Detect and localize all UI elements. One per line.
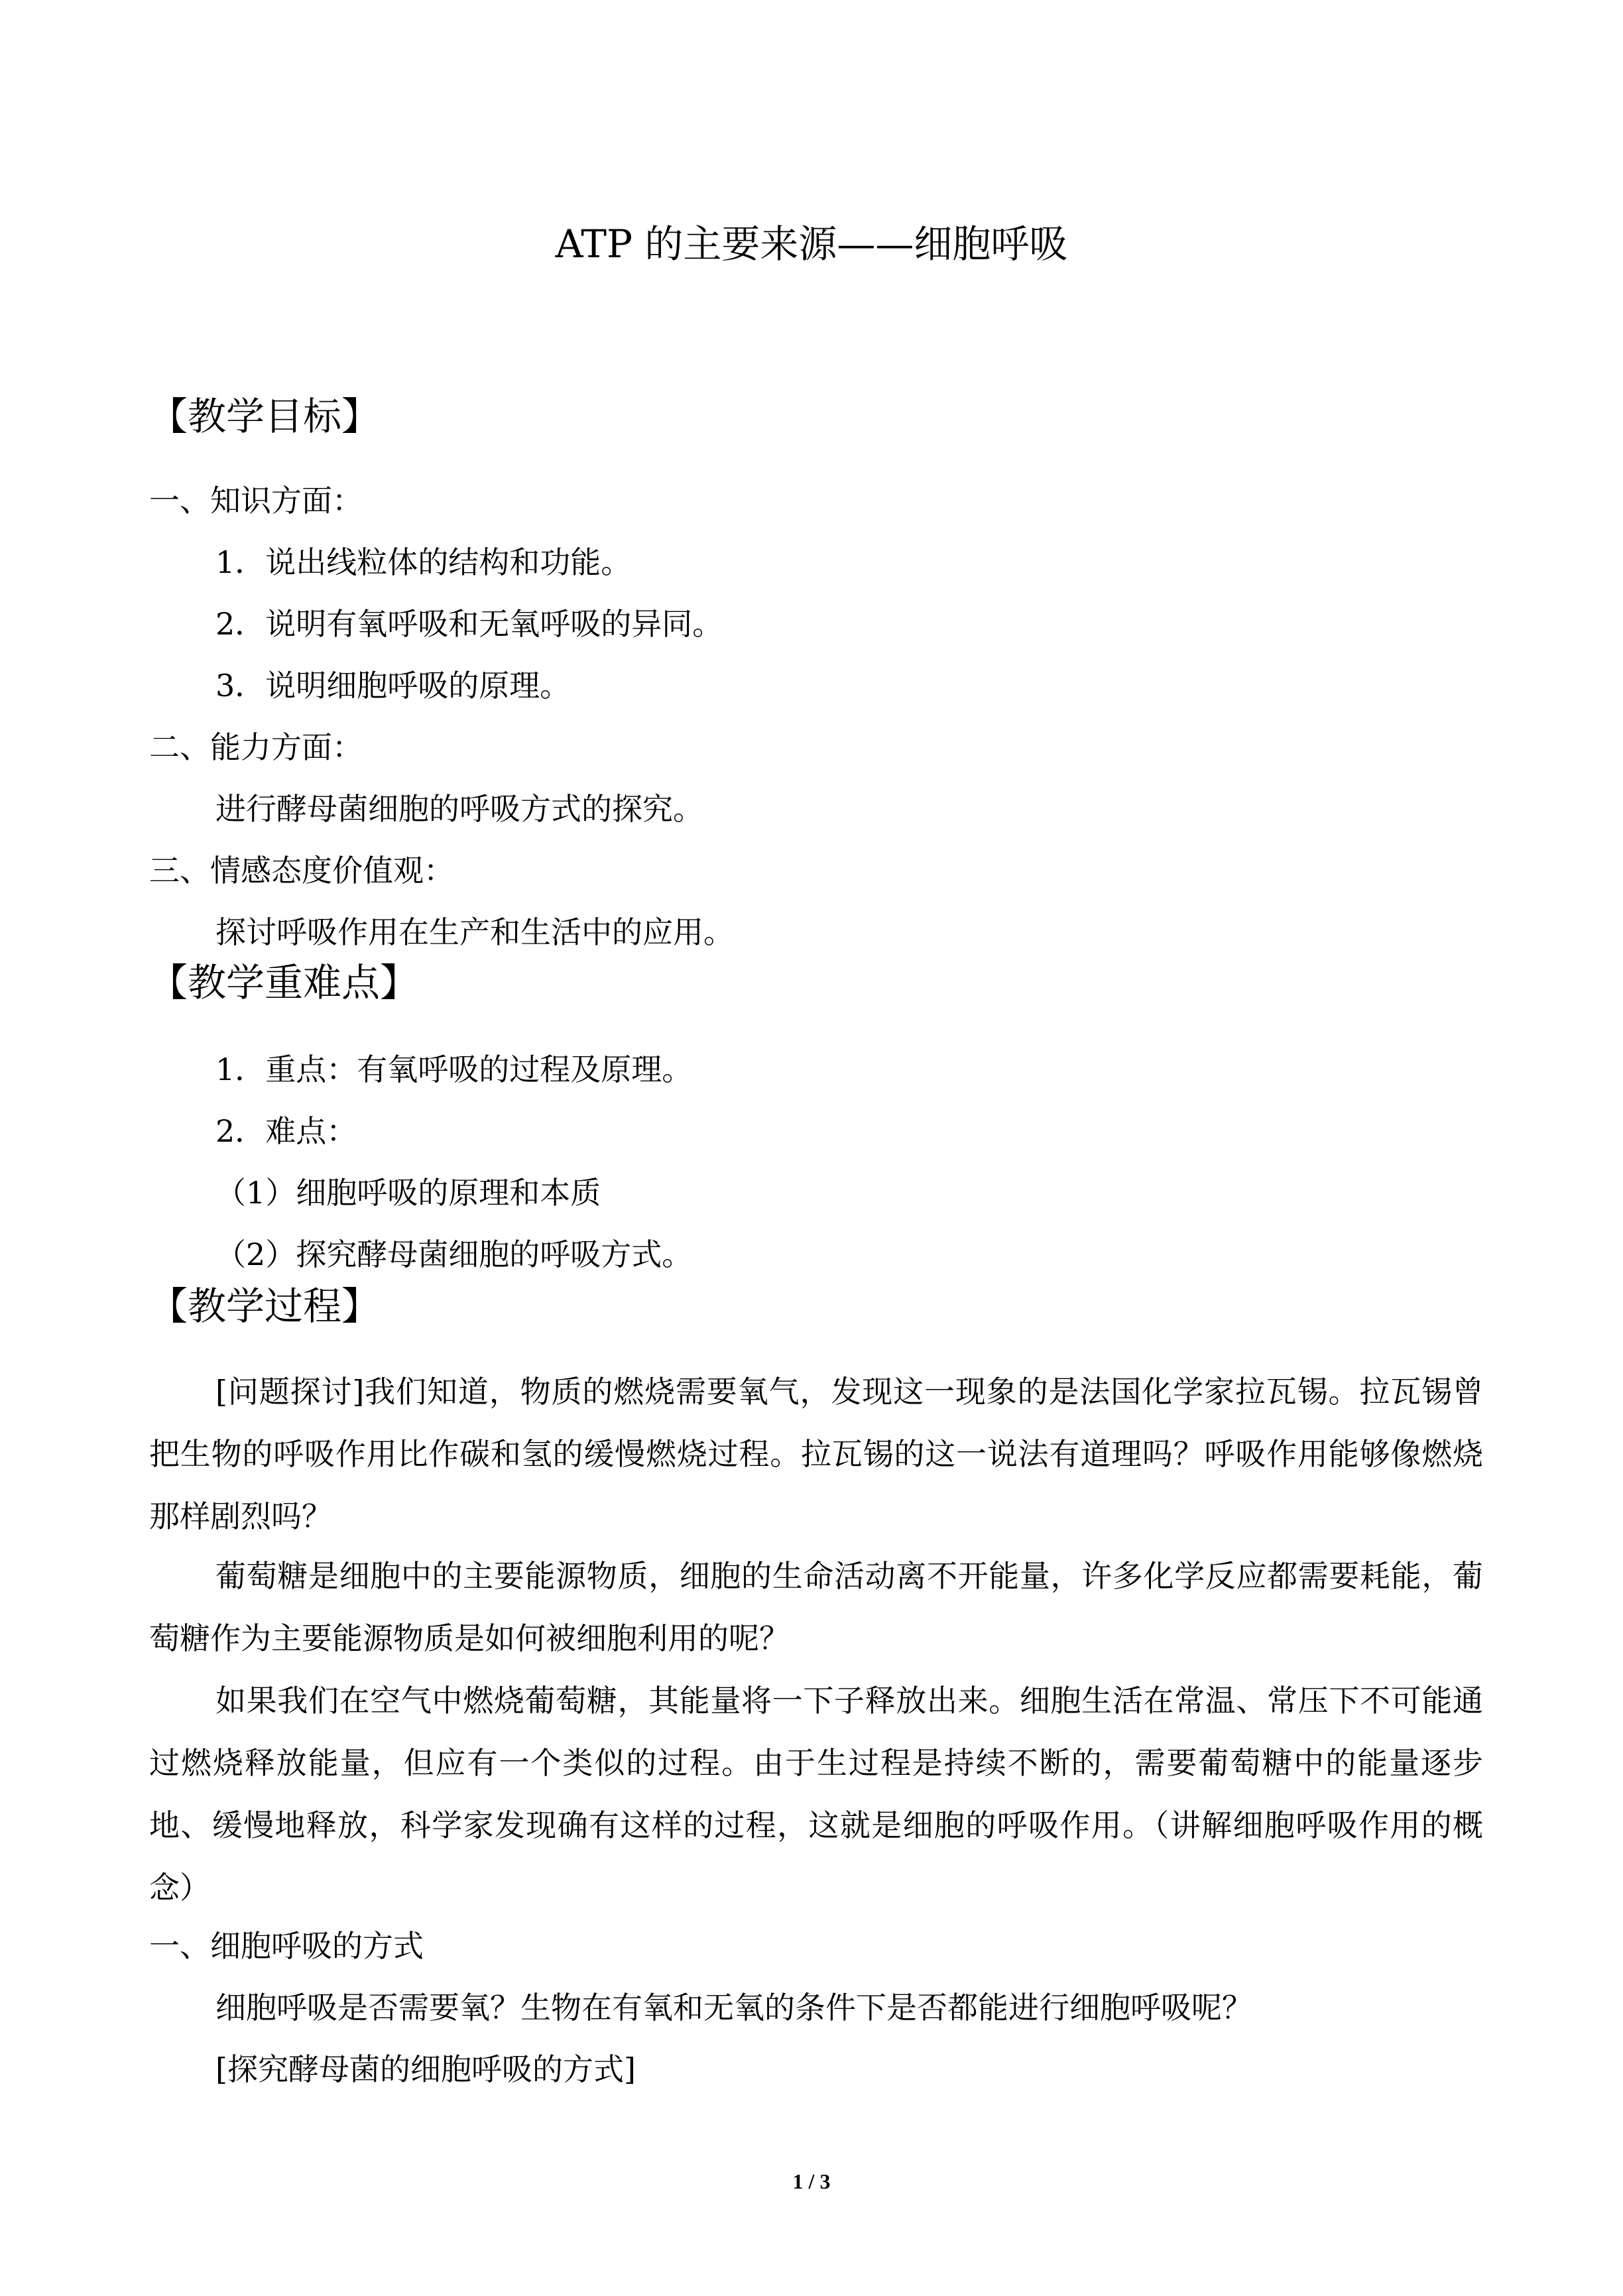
difficulty-item: （1）细胞呼吸的原理和本质 bbox=[215, 1175, 601, 1211]
document-title: ATP 的主要来源——细胞呼吸 bbox=[555, 221, 1068, 267]
ability-heading: 二、能力方面： bbox=[149, 729, 363, 765]
knowledge-item: 3．说明细胞呼吸的原理。 bbox=[215, 668, 571, 703]
process-paragraph: [问题探讨]我们知道，物质的燃烧需要氧气，发现这一现象的是法国化学家拉瓦锡。拉瓦锡曾把生物的呼吸作用比作碳和氢的缓慢燃烧过程。拉瓦锡的这一说法有道理吗？呼吸作用能够像燃烧那样剧烈吗？ bbox=[149, 1374, 1483, 1534]
process-paragraph: 葡萄糖是细胞中的主要能源物质，细胞的生命活动离不开能量，许多化学反应都需要耗能，葡萄糖作为主要能源物质是如何被细胞利用的呢？ bbox=[149, 1558, 1483, 1656]
ability-text: 进行酵母菌细胞的呼吸方式的探究。 bbox=[215, 791, 703, 827]
knowledge-heading: 一、知识方面： bbox=[149, 483, 363, 518]
section-heading-goals: 【教学目标】 bbox=[149, 394, 381, 439]
process-subheading: 一、细胞呼吸的方式 bbox=[149, 1928, 424, 1964]
section-heading-process: 【教学过程】 bbox=[149, 1284, 381, 1329]
process-inquiry: [探究酵母菌的细胞呼吸的方式] bbox=[215, 2051, 636, 2087]
knowledge-item: 1．说出线粒体的结构和功能。 bbox=[215, 544, 632, 580]
key-point-difficulty: 2．难点： bbox=[215, 1113, 357, 1149]
difficulty-item: （2）探究酵母菌细胞的呼吸方式。 bbox=[215, 1237, 693, 1272]
process-question: 细胞呼吸是否需要氧？生物在有氧和无氧的条件下是否都能进行细胞呼吸呢？ bbox=[215, 1990, 1252, 2025]
section-heading-key-points: 【教学重难点】 bbox=[149, 960, 419, 1005]
key-point-focus: 1．重点：有氧呼吸的过程及原理。 bbox=[215, 1052, 693, 1087]
emotion-text: 探讨呼吸作用在生产和生活中的应用。 bbox=[215, 914, 734, 950]
knowledge-item: 2．说明有氧呼吸和无氧呼吸的异同。 bbox=[215, 606, 723, 642]
emotion-heading: 三、情感态度价值观： bbox=[149, 853, 454, 888]
page-number: 1 / 3 bbox=[792, 2169, 831, 2193]
process-paragraph: 如果我们在空气中燃烧葡萄糖，其能量将一下子释放出来。细胞生活在常温、常压下不可能通过燃烧释放能量，但应有一个类似的过程。由于生过程是持续不断的，需要葡萄糖中的能量逐步地、缓慢地释放，科学家发现确有这样的过程，这就是细胞的呼吸作用。（讲解细胞呼吸作用的概念） bbox=[149, 1683, 1483, 1905]
